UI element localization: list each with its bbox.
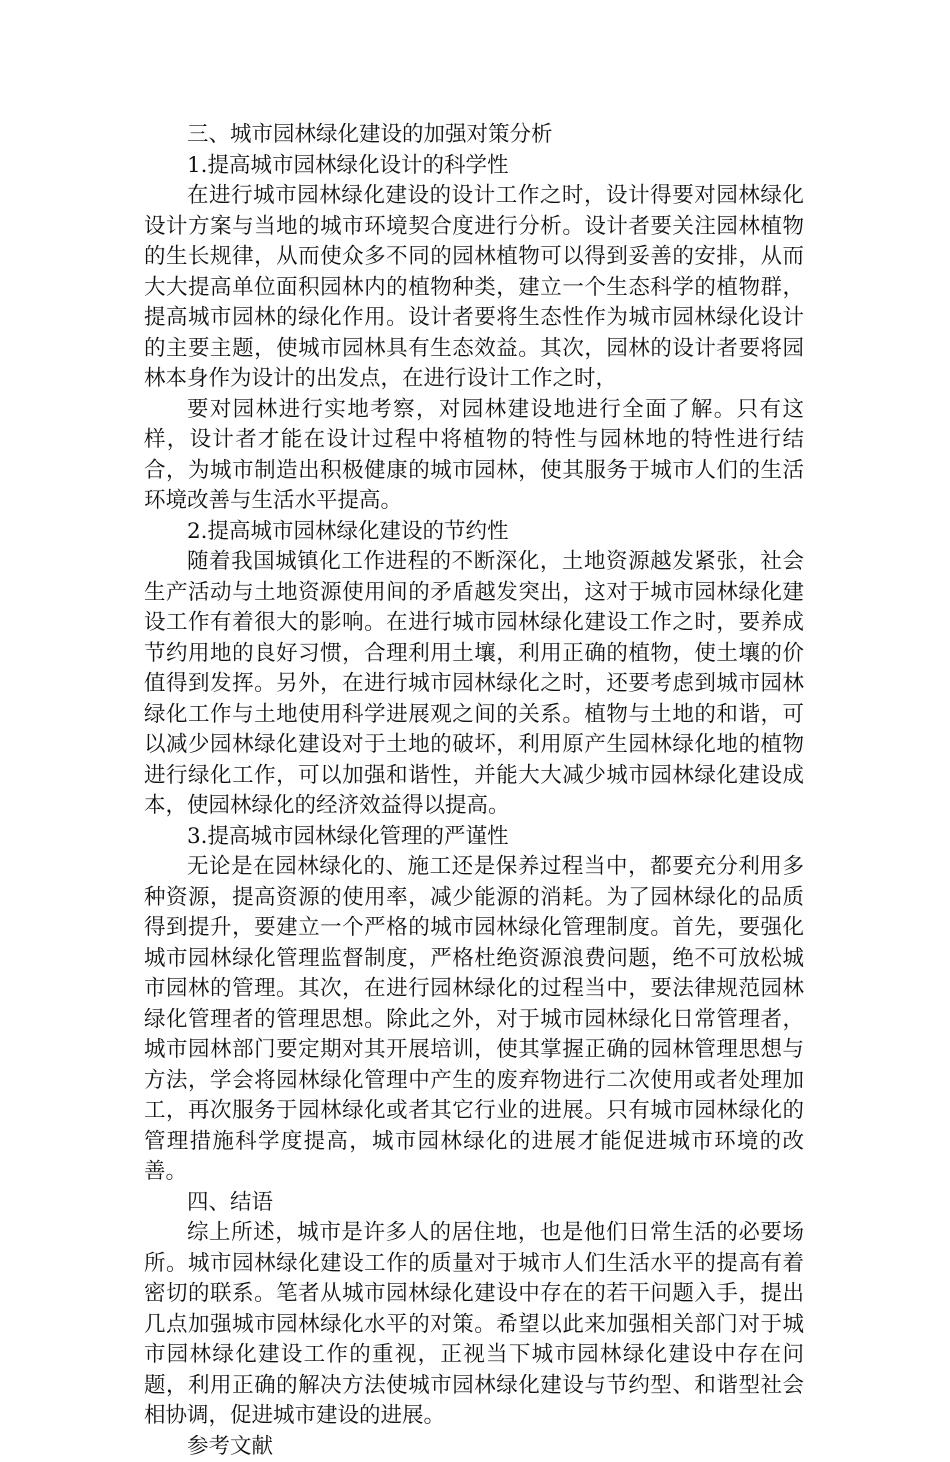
subsection-1-paragraph-2: 要对园林进行实地考察，对园林建设地进行全面了解。只有这样，设计者才能在设计过程中将植物的特性与园林地的特性进行结合，为城市制造出积极健康的城市园林，使其服务于城市人们的生活环境改善与生活水平提高。 [144, 395, 804, 517]
subsection-1-paragraph-1: 在进行城市园林绿化建设的设计工作之时，设计得要对园林绿化设计方案与当地的城市环境契合度进行分析。设计者要关注园林植物的生长规律，从而使众多不同的园林植物可以得到妥善的安排，从而大大提高单位面积园林内的植物种类，建立一个生态科学的植物群，提高城市园林的绿化作用。设计者要将生态性作为城市园林绿化设计的主要主题，使城市园林具有生态效益。其次，园林的设计者要将园林本身作为设计的出发点，在进行设计工作之时， [144, 181, 804, 395]
subsection-1-heading: 1.提高城市园林绿化设计的科学性 [144, 151, 804, 182]
section-4-paragraph: 综上所述，城市是许多人的居住地，也是他们日常生活的必要场所。城市园林绿化建设工作的质量对于城市人们生活水平的提高有着密切的联系。笔者从城市园林绿化建设中存在的若干问题入手，提出几点加强城市园林绿化水平的对策。希望以此来加强相关部门对于城市园林绿化建设工作的重视，正视当下城市园林绿化建设中存在问题，利用正确的解决方法使城市园林绿化建设与节约型、和谐型社会相协调，促进城市建设的进展。 [144, 1218, 804, 1432]
document-page [144, 120, 804, 1462]
references-heading: 参考文献 [144, 1432, 804, 1462]
subsection-2-paragraph: 随着我国城镇化工作进程的不断深化，土地资源越发紧张，社会生产活动与土地资源使用间的矛盾越发突出，这对于城市园林绿化建设工作有着很大的影响。在进行城市园林绿化建设工作之时，要养成节约用地的良好习惯，合理利用土壤，利用正确的植物，使土壤的价值得到发挥。另外，在进行城市园林绿化之时，还要考虑到城市园林绿化工作与土地使用科学进展观之间的关系。植物与土地的和谐，可以减少园林绿化建设对于土地的破坏，利用原产生园林绿化地的植物进行绿化工作，可以加强和谐性，并能大大减少城市园林绿化建设成本，使园林绿化的经济效益得以提高。 [144, 547, 804, 822]
section-3-heading: 三、城市园林绿化建设的加强对策分析 [144, 120, 804, 151]
subsection-3-paragraph: 无论是在园林绿化的、施工还是保养过程当中，都要充分利用多种资源，提高资源的使用率，减少能源的消耗。为了园林绿化的品质得到提升，要建立一个严格的城市园林绿化管理制度。首先，要强化城市园林绿化管理监督制度，严格杜绝资源浪费问题，绝不可放松城市园林的管理。其次，在进行园林绿化的过程当中，要法律规范园林绿化管理者的管理思想。除此之外，对于城市园林绿化日常管理者，城市园林部门要定期对其开展培训，使其掌握正确的园林管理思想与方法，学会将园林绿化管理中产生的废弃物进行二次使用或者处理加工，再次服务于园林绿化或者其它行业的进展。只有城市园林绿化的管理措施科学度提高，城市园林绿化的进展才能促进城市环境的改善。 [144, 852, 804, 1188]
section-4-heading: 四、结语 [144, 1188, 804, 1219]
subsection-2-heading: 2.提高城市园林绿化建设的节约性 [144, 517, 804, 548]
subsection-3-heading: 3.提高城市园林绿化管理的严谨性 [144, 822, 804, 853]
